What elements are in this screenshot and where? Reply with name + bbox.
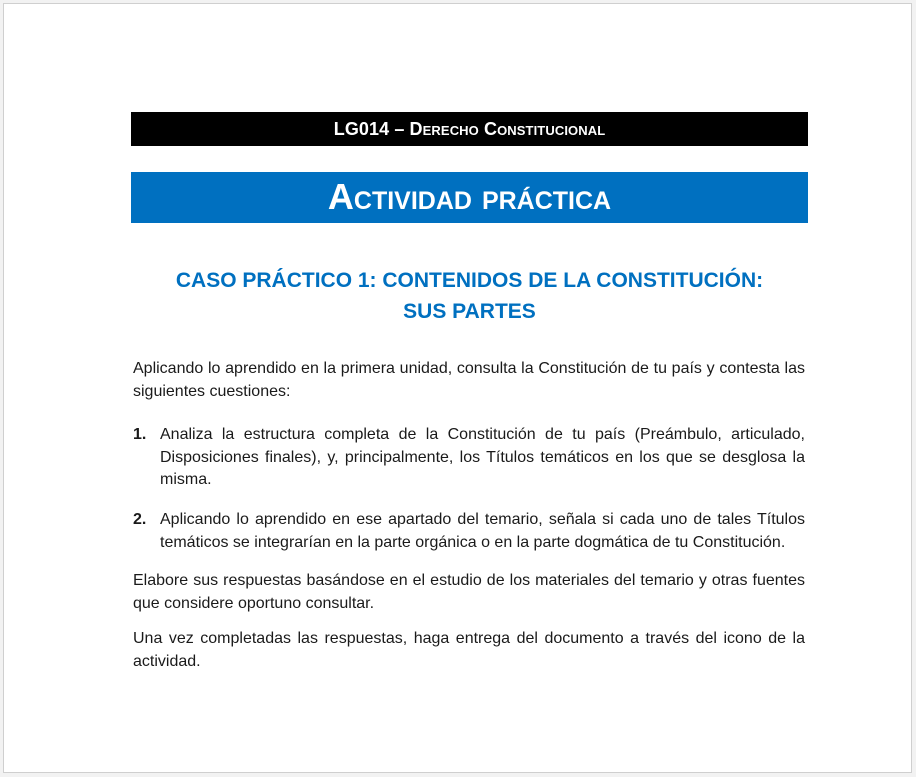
instruction-paragraph: Una vez completadas las respuestas, haga entrega del documento a través del icono de la actividad. bbox=[133, 630, 805, 670]
question-item bbox=[133, 424, 805, 492]
question-item bbox=[133, 509, 805, 554]
case-title-line-1: CASO PRÁCTICO 1: CONTENIDOS DE LA CONSTITUCIÓN: bbox=[175, 269, 764, 292]
case-title-line-2: SUS PARTES bbox=[403, 300, 536, 323]
question-number: 1. bbox=[133, 426, 147, 443]
instruction-paragraph: Elabore sus respuestas basándose en el estudio de los materiales del temario y otras fuentes que considere oportuno consultar. bbox=[133, 572, 805, 612]
question-text: Analiza la estructura completa de la Constitución de tu país (Preámbulo, articulado, Disposiciones finales), y, principalmente, los Títulos temáticos en los que se desglosa la misma. bbox=[160, 426, 805, 488]
course-title: LG014 – Derecho Constitucional bbox=[333, 119, 606, 139]
intro-paragraph: Aplicando lo aprendido en la primera unidad, consulta la Constitución de tu país y contesta las siguientes cuestiones: bbox=[133, 360, 805, 400]
question-text: Aplicando lo aprendido en ese apartado del temario, señala si cada uno de tales Títulos temáticos se integrarían en la parte orgánica o en la parte dogmática de tu Constitución. bbox=[160, 511, 805, 551]
question-number: 2. bbox=[133, 511, 147, 528]
case-title bbox=[131, 265, 808, 327]
course-header-bar bbox=[131, 112, 808, 146]
activity-banner bbox=[131, 172, 808, 223]
activity-title: Actividad práctica bbox=[327, 176, 612, 217]
